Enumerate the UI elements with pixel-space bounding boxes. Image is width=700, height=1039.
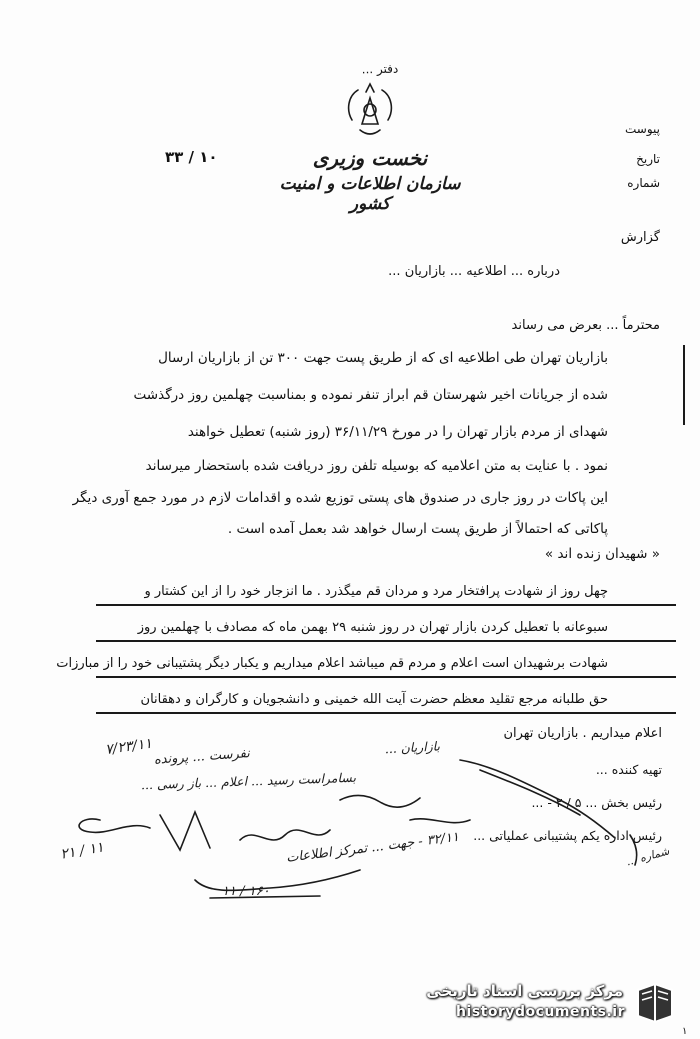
office-title: نخست وزیری xyxy=(312,146,428,170)
salutation: محترماً ... بعرض می رساند xyxy=(511,318,660,333)
date-label: تاریخ xyxy=(636,152,660,166)
signature-stroke xyxy=(630,835,637,865)
handwritten-note: ۷/۲۳/۱۱ xyxy=(104,735,153,759)
signature-stroke xyxy=(410,819,470,823)
handwritten-note: نفرست ... پرونده xyxy=(153,746,251,768)
handwritten-note: ۲۱ / ۱۱ xyxy=(59,839,106,863)
body-line: شده از جریانات اخیر شهرستان قم ابراز تنفر نموده و بمناسبت چهلمین روز درگذشت xyxy=(133,387,608,403)
underline xyxy=(96,604,676,606)
underline xyxy=(96,712,676,714)
underline xyxy=(96,676,676,678)
attachment-label: پیوست xyxy=(625,122,660,136)
book-logo-icon xyxy=(630,978,680,1028)
handwritten-note: بسامراست رسید ... اعلام ... باز رسی ... xyxy=(140,769,357,793)
body-line: اعلام میداریم . بازاریان تهران xyxy=(503,726,662,741)
header-top-label: دفتر ... xyxy=(361,61,399,77)
number-label: شماره xyxy=(627,176,660,190)
signature-stroke xyxy=(210,896,320,898)
date-value: ۳۳ / ۱۰ xyxy=(165,148,218,166)
body-line: شهادت برشهیدان است اعلام و مردم قم میباشد اعلام میداریم و یکبار دیگر پشتیبانی خود را از مبارزات xyxy=(56,656,608,671)
org-title: سازمان اطلاعات و امنیت کشور xyxy=(279,174,461,214)
body-line: چهل روز از شهادت پرافتخار مرد و مردان قم میگذرد . ما انزجار خود را از این کشتار و xyxy=(144,584,608,599)
watermark-url: historydocuments.ir xyxy=(456,1004,625,1020)
emblem-icon xyxy=(340,80,400,142)
watermark-title: مرکز بررسی اسناد تاریخی xyxy=(426,982,623,1000)
signature-stroke xyxy=(240,830,330,840)
body-line: سبوعانه با تعطیل کردن بازار تهران در روز شنبه ۲۹ بهمن ماه که مصادف با چهلمین روز xyxy=(137,620,608,635)
body-line: نمود . با عنایت به متن اعلامیه که بوسیله تلفن روز دریافت شده باستحضار میرساند xyxy=(145,458,608,474)
underline xyxy=(96,640,676,642)
handwritten-note: ۳۲/۱۱ - جهت ... تمرکز اطلاعات xyxy=(285,829,460,866)
handwritten-note: بازاریان ... xyxy=(384,738,441,757)
signature-stroke xyxy=(340,795,420,807)
signature-stroke xyxy=(480,770,580,815)
handwritten-note: ۱۱ / ۱۶۰ xyxy=(222,884,270,899)
body-line: حق طلبانه مرجع تقلید معظم حضرت آیت الله خمینی و دانشجویان و کارگران و دهقانان xyxy=(140,692,608,707)
quote-title: « شهیدان زنده اند » xyxy=(544,546,660,562)
body-line: پاکاتی که احتمالاً از طریق پست ارسال خواهد شد بعمل آمده است . xyxy=(227,521,608,537)
body-line: بازاریان تهران طی اطلاعیه ای که از طریق پست جهت ۳۰۰ تن از بازاریان ارسال xyxy=(158,350,608,366)
report-label: گزارش xyxy=(620,230,660,245)
body-line: این پاکات در روز جاری در صندوق های پستی توزیع شده و اقدامات لازم در مورد جمع آوری دیگر xyxy=(72,490,608,506)
signature-scribbles xyxy=(40,720,660,920)
signature-stroke xyxy=(79,819,150,832)
subject-line: درباره ... اطلاعیه ... بازاریان ... xyxy=(388,264,560,279)
signature-stroke xyxy=(160,812,210,850)
body-line: شهدای از مردم بازار تهران را در مورخ ۳۶/۱۱/۲۹ (روز شنبه) تعطیل خواهند xyxy=(187,424,608,440)
footer-line: رئیس بخش ... ۵ / ۲ - ... xyxy=(531,795,662,810)
signature-stroke xyxy=(195,870,360,890)
watermark xyxy=(408,978,684,1028)
page-number: ۱ xyxy=(682,1026,688,1037)
handwritten-note: شماره ... xyxy=(624,844,671,869)
footer-line: تهیه کننده ... xyxy=(595,762,662,777)
margin-mark xyxy=(683,345,685,425)
footer-line: رئیس اداره یکم پشتیبانی عملیاتی ... xyxy=(473,828,662,843)
